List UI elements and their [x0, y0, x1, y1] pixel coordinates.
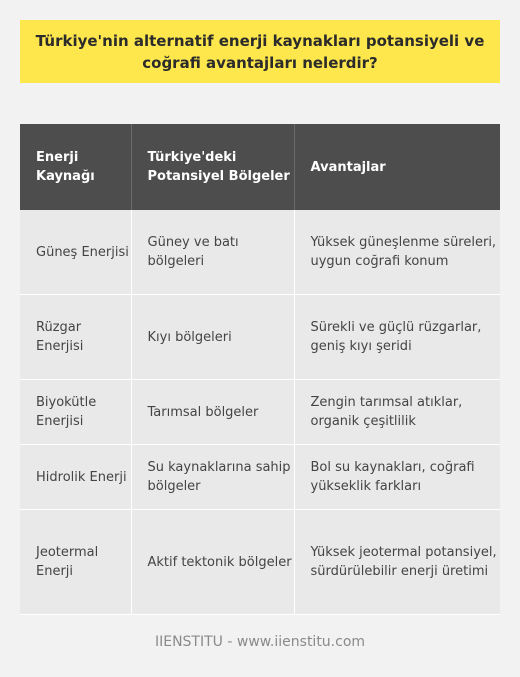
cell-potential-regions: Aktif tektonik bölgeler: [131, 510, 294, 615]
table-row: [20, 295, 500, 380]
cell-energy-source: Jeotermal Enerji: [20, 510, 131, 615]
header-energy-source: Enerji Kaynağı: [20, 124, 131, 210]
header-potential-regions: Türkiye'deki Potansiyel Bölgeler: [131, 124, 294, 210]
cell-potential-regions: Tarımsal bölgeler: [131, 380, 294, 445]
table-row: [20, 380, 500, 445]
page-title: Türkiye'nin alternatif enerji kaynakları potansiyeli ve coğrafi avantajları nelerdir?: [35, 31, 485, 72]
table-header-row: [20, 124, 500, 210]
cell-advantages: Sürekli ve güçlü rüzgarlar, geniş kıyı şeridi: [294, 295, 500, 380]
table-row: [20, 510, 500, 615]
title-banner: [20, 20, 500, 83]
cell-energy-source: Biyokütle Enerjisi: [20, 380, 131, 445]
cell-potential-regions: Kıyı bölgeleri: [131, 295, 294, 380]
cell-advantages: Yüksek güneşlenme süreleri, uygun coğrafi konum: [294, 210, 500, 295]
table-row: [20, 445, 500, 510]
cell-potential-regions: Su kaynaklarına sahip bölgeler: [131, 445, 294, 510]
cell-advantages: Bol su kaynakları, coğrafi yükseklik farkları: [294, 445, 500, 510]
cell-potential-regions: Güney ve batı bölgeleri: [131, 210, 294, 295]
cell-energy-source: Hidrolik Enerji: [20, 445, 131, 510]
cell-energy-source: Güneş Enerjisi: [20, 210, 131, 295]
cell-energy-source: Rüzgar Enerjisi: [20, 295, 131, 380]
table-row: [20, 210, 500, 295]
energy-table: [20, 124, 500, 615]
footer-credit: IIENSTITU - www.iienstitu.com: [154, 634, 366, 650]
cell-advantages: Zengin tarımsal atıklar, organik çeşitlilik: [294, 380, 500, 445]
cell-advantages: Yüksek jeotermal potansiyel, sürdürülebilir enerji üretimi: [294, 510, 500, 615]
header-advantages: Avantajlar: [294, 124, 500, 210]
